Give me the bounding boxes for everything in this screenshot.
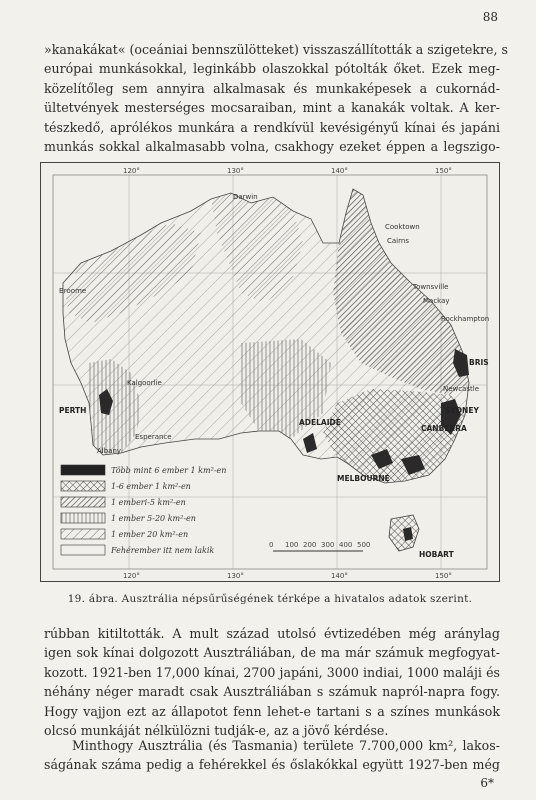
longitude-label: 140°	[331, 572, 348, 580]
legend-swatch	[61, 481, 105, 491]
population-density-map	[40, 162, 500, 582]
text-line: munkás sokkal alkalmasabb volna, csakhogy ezeket éppen a legszigo-	[44, 139, 500, 155]
text-line: kozott. 1921-ben 17,000 kínai, 2700 japáni, 3000 indiai, 1000 maláji és	[44, 664, 500, 680]
city-label: Rockhampton	[441, 315, 490, 323]
text-line: néhány néger maradt csak Ausztráliában s számuk napról-napra fogy.	[44, 684, 500, 700]
text-line: olcsó munkáját nélkülözni tudják-e, az a jövő kérdése.	[44, 723, 389, 739]
city-label: Broome	[59, 287, 87, 295]
city-label: Darwin	[233, 193, 258, 201]
australia-map-figure	[41, 163, 499, 581]
city-label: Kalgoorlie	[127, 379, 162, 387]
scale-label: 500	[357, 541, 371, 549]
scale-label: 100	[285, 541, 299, 549]
bottom-paragraph	[44, 624, 500, 740]
longitude-label: 140°	[331, 167, 348, 175]
text-line: ságának száma pedig a fehérekkel és őslakókkal együtt 1927-ben még	[44, 757, 500, 773]
city-label: CANBERRA	[421, 424, 467, 433]
text-line: Minthogy Ausztrália (és Tasmania) területe 7.700,000 km², lakos-	[72, 738, 500, 753]
legend-label: Fehérember itt nem lakik	[111, 546, 215, 555]
final-paragraph	[44, 736, 500, 775]
city-label: Cairns	[387, 237, 409, 245]
text-line: Hogy vajjon ezt az állapotot fenn lehet-e tartani s a színes munkások	[44, 703, 500, 719]
legend-swatch	[61, 545, 105, 555]
city-label: BRIS	[469, 358, 489, 367]
city-label: Newcastle	[443, 385, 480, 393]
legend-label: 1 emberi-5 km²-en	[111, 498, 186, 507]
scale-label: 400	[339, 541, 353, 549]
legend-label: Több mint 6 ember 1 km²-en	[111, 466, 227, 475]
longitude-label: 150°	[435, 572, 452, 580]
map-legend	[61, 465, 226, 555]
legend-swatch	[61, 529, 105, 539]
city-label: SYDNEY	[445, 406, 479, 415]
text-line: rúbban kitiltották. A mult század utolsó évtizedében még aránylag	[44, 626, 500, 641]
longitude-label: 120°	[123, 167, 140, 175]
longitude-label: 120°	[123, 572, 140, 580]
top-paragraph	[44, 40, 508, 156]
city-label: Albany	[97, 447, 122, 455]
signature-mark: 6*	[480, 776, 494, 790]
city-label: Mackay	[423, 297, 450, 305]
city-label: ADELAIDE	[299, 418, 341, 427]
scale-label: 300	[321, 541, 335, 549]
text-line: igen sok kínai dolgozott Ausztráliában, de ma már számuk megfogyat-	[44, 645, 500, 661]
text-line: ültetvények mesterséges mocsaraiban, mint a kanakák voltak. A ker-	[44, 100, 500, 116]
city-label: MELBOURNE	[337, 474, 390, 483]
city-label: Townsville	[413, 283, 449, 291]
legend-label: 1 ember 5-20 km²-en	[111, 514, 196, 523]
figure-caption: 19. ábra. Ausztrália népsűrűségének térképe a hivatalos adatok szerint.	[67, 593, 473, 605]
legend-label: 1-6 ember 1 km²-en	[111, 482, 191, 491]
text-line: »kanakákat« (oceániai bennszülötteket) visszaszállították a szigetekre, s	[44, 42, 508, 57]
city-label: Cooktown	[385, 223, 420, 231]
legend-swatch	[61, 497, 105, 507]
scale-label: 0	[269, 541, 274, 549]
longitude-label: 130°	[227, 167, 244, 175]
city-label: Esperance	[135, 433, 172, 441]
text-line: európai munkásokkal, leginkább olaszokkal pótolták őket. Ezek meg-	[44, 61, 500, 77]
city-label: PERTH	[59, 406, 87, 415]
text-line: tészkedő, aprólékos munkára a rendkívül kevésigényű kínai és japáni	[44, 119, 500, 135]
text-line: közelítőleg sem annyira alkalmasak és munkaképesek a cukornád-	[44, 80, 500, 96]
legend-swatch	[61, 465, 105, 475]
page-number: 88	[482, 10, 498, 24]
longitude-label: 130°	[227, 572, 244, 580]
longitude-label: 150°	[435, 167, 452, 175]
city-label: HOBART	[419, 550, 454, 559]
legend-swatch	[61, 513, 105, 523]
scale-bar	[269, 541, 370, 551]
legend-label: 1 ember 20 km²-en	[111, 530, 189, 539]
scale-label: 200	[303, 541, 317, 549]
